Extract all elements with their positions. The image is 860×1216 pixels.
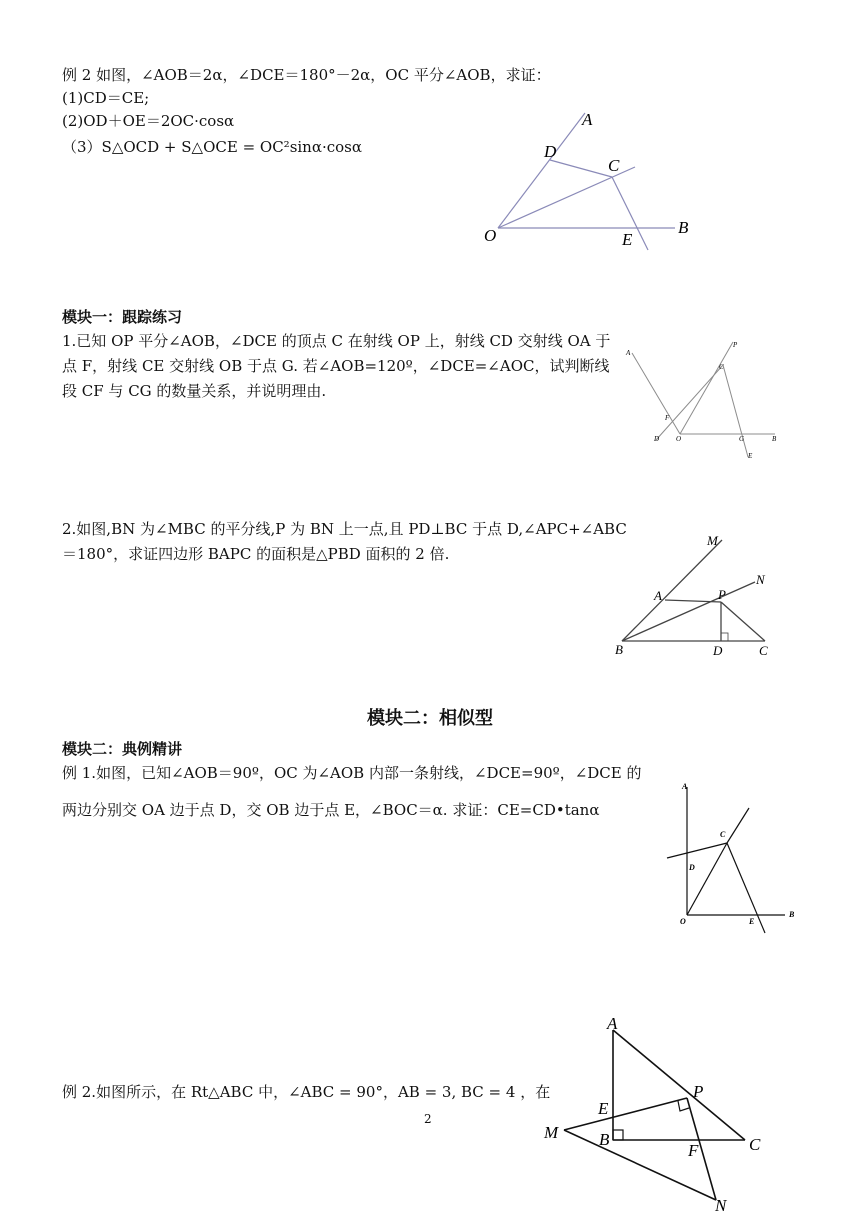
right-angle-mark-p	[678, 1101, 689, 1111]
label-D: D	[544, 142, 557, 161]
ray-OA	[498, 113, 585, 228]
label-N: N	[715, 1196, 727, 1212]
label-O: O	[484, 226, 497, 245]
figure-4-right-angle-aob	[665, 775, 805, 937]
segment-CE	[727, 843, 765, 933]
label-C: C	[720, 830, 726, 839]
module1-problem1-line3: 段 CF 与 CG 的数量关系，并说明理由.	[62, 382, 327, 400]
label-A: A	[607, 1014, 618, 1033]
label-P: P	[718, 587, 726, 602]
ray-BN	[622, 582, 755, 641]
figure-2-bisector-op	[620, 335, 785, 465]
label-M: M	[707, 533, 718, 548]
figure-5-right-triangle-abc	[540, 1012, 770, 1212]
module2-example2-line1: 例 2.如图所示，在 Rt△ABC 中，∠ABC = 90°，AB = 3, BC = 4 ，在	[62, 1083, 551, 1101]
label-E: E	[749, 917, 755, 926]
label-B: B	[772, 435, 777, 443]
module1-problem2-line1: 2.如图,BN 为∠MBC 的平分线,P 为 BN 上一点,且 PD⊥BC 于点 D,∠APC+∠ABC	[62, 520, 627, 538]
module2-title: 模块二：相似型	[367, 708, 493, 729]
label-C: C	[759, 643, 768, 658]
example2-line3: (2)OD＋OE＝2OC·cosα	[62, 112, 235, 130]
module1-heading: 模块一：跟踪练习	[62, 308, 183, 326]
right-angle-mark	[721, 633, 728, 641]
module1-problem2-line2: ＝180°，求证四边形 BAPC 的面积是△PBD 面积的 2 倍.	[62, 545, 450, 563]
ray-CE	[723, 365, 748, 457]
example2-line4: （3）S△OCD + S△OCE = OC²sinα·cosα	[62, 138, 363, 156]
label-C: C	[608, 156, 620, 175]
label-F: F	[665, 414, 670, 422]
ray-C-extension	[727, 808, 749, 843]
ray-OP	[680, 342, 733, 434]
label-M: M	[544, 1123, 559, 1142]
label-B: B	[615, 642, 623, 657]
label-P: P	[693, 1082, 704, 1101]
label-A: A	[626, 349, 631, 357]
label-A: A	[654, 588, 662, 603]
ray-OC	[498, 167, 635, 228]
label-A: A	[582, 110, 593, 129]
segment-DC	[667, 843, 727, 858]
label-C: C	[749, 1135, 761, 1154]
page-number: 2	[424, 1112, 432, 1126]
module1-problem1-line2: 点 F，射线 CE 交射线 OB 于点 G. 若∠AOB=120º，∠DCE=∠AOC，试判断线	[62, 357, 610, 375]
segment-MP	[564, 1098, 687, 1130]
label-B: B	[599, 1130, 610, 1149]
label-O: O	[676, 435, 682, 443]
segment-DC	[550, 160, 612, 177]
segment-PC	[721, 602, 765, 641]
label-G: G	[739, 435, 745, 443]
label-O: O	[680, 917, 686, 926]
ray-CD	[656, 365, 723, 440]
module1-problem1-line1: 1.已知 OP 平分∠AOB，∠DCE 的顶点 C 在射线 OP 上，射线 CD 交射线 OA 于	[62, 332, 611, 350]
label-D: D	[713, 643, 723, 658]
right-angle-mark-b	[613, 1130, 623, 1140]
label-D: D	[654, 435, 660, 443]
label-P: P	[733, 341, 738, 349]
label-E: E	[622, 230, 633, 249]
figure-3-quadrilateral-bapc	[610, 532, 780, 660]
label-F: F	[688, 1141, 699, 1160]
label-C: C	[719, 363, 724, 371]
module2-example1-line2: 两边分别交 OA 边于点 D，交 OB 边于点 E，∠BOC＝α. 求证：CE=CD•tanα	[62, 801, 600, 819]
example2-line2: (1)CD＝CE;	[62, 89, 150, 107]
label-A: A	[682, 782, 688, 791]
ray-OC	[687, 843, 727, 915]
module2-example1-line1: 例 1.如图，已知∠AOB＝90º，OC 为∠AOB 内部一条射线，∠DCE=90º，∠DCE 的	[62, 764, 642, 782]
label-D: D	[689, 863, 695, 872]
label-E: E	[748, 452, 753, 460]
segment-AC	[613, 1030, 745, 1140]
figure-1-angle-bisector	[470, 105, 710, 255]
label-N: N	[756, 572, 765, 587]
label-B: B	[678, 218, 689, 237]
example2-line1: 例 2 如图，∠AOB＝2α，∠DCE＝180°－2α，OC 平分∠AOB，求证：	[62, 66, 551, 84]
module2-heading: 模块二：典例精讲	[62, 740, 183, 758]
label-B: B	[789, 910, 795, 919]
ray-BM	[622, 540, 722, 641]
label-E: E	[598, 1099, 609, 1118]
